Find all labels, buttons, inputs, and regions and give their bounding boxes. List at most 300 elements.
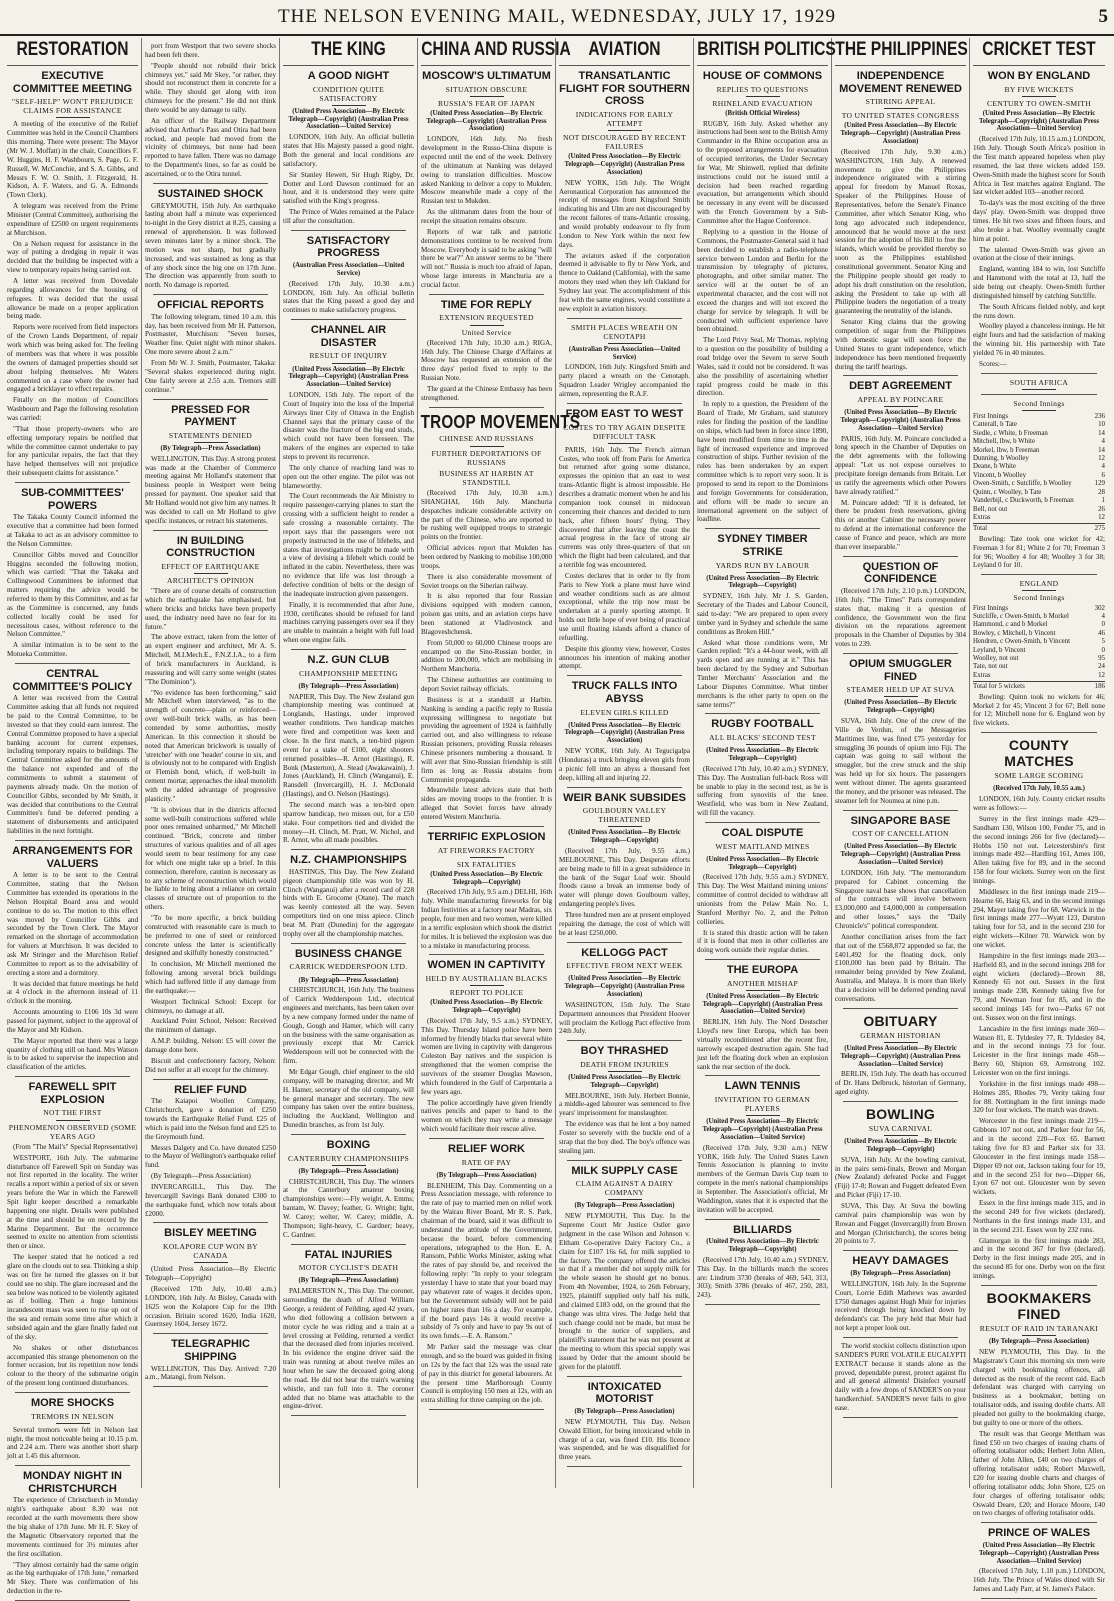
article — [7, 487, 138, 659]
article — [697, 533, 828, 709]
article-paragraph: (Received 17th July, 9.5 a.m.) SYDNEY, This Day. Thursday Island police have been informed by friendly blacks that several white women are living in captivity with dangerous Coleston Bay natives and the suspicion is strengthened that the women comprise the survivors of the steamer Douglas Mawson, which foundered in the Gulf of Carpentaria a few years ago. — [421, 1016, 552, 1096]
article — [559, 323, 690, 399]
article-paragraph: No shakes or other disturbances accompanied this strange phenomenon on the former occasion, but its repetition now lends colour to the theory of the submarine origin of the present long continued disturbances. — [7, 1343, 138, 1388]
article-separator — [843, 1417, 958, 1418]
article-separator — [981, 732, 1097, 733]
article-paragraph: A.M.P. building, Nelson: £5 will cover the damage done here. — [145, 1037, 276, 1055]
subheading: "SELF-HELP" WON'T PREJUDICE CLAIMS FOR ASSISTANCE — [11, 97, 134, 116]
headline: INDEPENDENCE MOVEMENT RENEWED — [839, 69, 962, 95]
article-paragraph: (Received 17th July, 9.5 a.m.) DELHI, 16th July. While manufacturing fireworks for big Indian festivities at a factory near Madras, six people, four men and two women, were killed in a terrific explosion which shook the district for miles. It is believed the explosion was due to a mistake in manufacturing process. — [421, 888, 552, 950]
article-paragraph: It is also reported that four Russian divisions equipped with modern cannon, poison gas units, and an aviation corps have been stationed at Vladivostock and Blagoveshchensk. — [421, 592, 552, 636]
article — [421, 959, 552, 1134]
sub-rule — [1022, 410, 1056, 411]
runs: 10 — [1098, 421, 1105, 429]
article-paragraph: WESTPORT, 16th July. The submarine disturbance off Farewell Spit on Sunday was not first reported in the locality. The writer recalls a report within a period of six or seven years before the War in which the Farewell Spit light keeper described a remarkable happening one night. Details were published at the time and should be on record by the Marine Department. But the occurrence seemed to excite no attention from scientists then or since. — [7, 1153, 138, 1251]
article — [283, 654, 414, 845]
sub-rule — [56, 1423, 90, 1424]
subheading: ANOTHER MISHAP — [726, 978, 799, 988]
article-paragraph: (From "The Mail's" Special Representative) — [13, 1142, 138, 1151]
article-paragraph: (Received 17th July, 9.55 a.m.) SYDNEY, This Day. The West Maitland mining unions' committee of control decided to withdraw all unionists from the Pelaw Main No. 1, Stanford Merthyr No. 2, and the Pelton collieries. — [697, 873, 828, 926]
headline: COAL DISPUTE — [721, 827, 804, 839]
article-paragraph: PALMERSTON N., This Day. The coroner, surrounding the death of Alfred William George, a resident of Feilding, aged 42 years, who died following a collision between a motor cycle he was riding and a train at a level crossing at Feilding, returned a verdict that the deceased died from injuries received. In his evidence the engine driver said the train was running at about twelve miles an hour when he saw the deceased going along the road. He did not hear the train's warning whistle, and ran full into it. The coroner added that no blame was attachable to the engine-driver. — [283, 1287, 414, 1411]
page-number: 5 — [1098, 6, 1108, 27]
runs: 28 — [1098, 488, 1105, 496]
score-row — [973, 472, 1105, 480]
article-paragraph: It is stated this drastic action will be taken if it is found that men in other collieries are doing work outside their regular duties. — [697, 928, 828, 955]
headline: PRESSED FOR PAYMENT — [171, 403, 250, 429]
news-column — [970, 38, 1108, 1594]
article-paragraph: "That those property-owners who are effecting temporary repairs be notified that while the committee cannot undertake to pay for any particular repairs, the fact that they have helped themselves will not prejudice their subsequent claims for assistance." — [7, 424, 138, 478]
sub-rule — [746, 744, 780, 745]
article-paragraph: Reports were received from field inspectors of the Crown Lands Department, of repair work which was being asked for. The feeling of members was that where it was possible the owners of damaged properties should set about helping themselves. Mr Waters commented on a case where the owner had engaged a bricklayer to effect repairs. — [7, 323, 138, 394]
article-paragraph: (Received 17th July, 10.40 a.m.) SYDNEY, This Day. In the billiards match the scores are: Lindrum 3730 (breaks of 469, 543, 313, 303); Smith 3786 (breaks of 467, 250, 283, 243). — [697, 1255, 828, 1300]
article-separator — [567, 675, 682, 676]
headline: OBITUARY — [863, 1012, 938, 1029]
article-paragraph: CHRISTCHURCH, 16th July. The business of Carrick Wedderspoon Ltd., electrical engineers and merchants, has been taken over by a new company formed under the name of Gough, Gough and Hamer, which will carry on the business with the same organisation as previously except that Mr Carrick Wedderspoon will not be connected with the firm. — [283, 986, 414, 1066]
article-paragraph: The world stockist collects distinction upon SANDER'S PURE VOLATILE EUCALYPTI EXTRACT because it stands alone as the proved, dependable purest, protect against flu and all general ailments! Disinfect yourself daily with a few drops of SANDER'S on your handkerchief. SANDER'S never fails to give ease. — [835, 1341, 966, 1412]
subheading: MOTOR CYCLIST'S DEATH — [298, 1263, 399, 1273]
subheading: INDICATIONS FOR EARLY ATTEMPT — [575, 109, 674, 128]
subheading: YARDS RUN BY LABOUR — [715, 560, 810, 570]
source-credit: (Australian Press Association—United Service) — [292, 262, 405, 277]
article-paragraph: Mr Parker said the message was clear enough, and so the board was guided in fixing on 12s by the fact that 12s was the usual rate of pay in this district for general labourers. At the present time Marlborough County Council is employing 150 men at 12s, with an extra shilling for three camping on the job. — [421, 1343, 553, 1405]
article — [835, 815, 966, 1004]
article-paragraph: The aviators asked if the corporation deemed it advisable to fly to New York, and thence to Oakland (California), with the same motors they used when they left Oakland for Sydney last year. The accomplishment of this feat with the same engines, would constitute a new exploit in aviation history. — [559, 251, 690, 313]
article-separator — [567, 1466, 682, 1467]
headline: RELIEF WORK — [448, 1143, 525, 1156]
article-paragraph: BERLIN, 16th July. The Nord Deutscher Lloyd's new liner Europa, which has been virtually reconditioned after the recent fire, narrowly escaped destruction again. She had just left the floating dock when an explosion sank the rear section of the dock. — [697, 1018, 828, 1071]
article-paragraph: "There are of course details of construction which the earthquake has emphasised, but where bricks and bricks have been properly used, the industry need have no fear for its future." — [145, 587, 276, 631]
article — [973, 1290, 1105, 1518]
article-paragraph: INVERCARGILL, This Day. The Invercargill Savings Bank donated £300 to the earthquake fund, which now totals about £2000. — [145, 1183, 276, 1218]
article-separator — [705, 1219, 820, 1220]
news-column — [4, 38, 142, 1596]
headline: MONDAY NIGHT IN CHRISTCHURCH — [22, 1470, 122, 1495]
article-paragraph: Mr Edgar Gough, chief engineer to the old company, will be managing director, and Mr H. Hamer, secretary of the old company, will be general manager and secretary. The new company has taken over the entire business, including the Auckland, Wellington and Dunedin branches, as from 1st July. — [283, 1068, 414, 1130]
subheading: RESULT OF INQUIRY — [309, 351, 388, 361]
headline: IN BUILDING CONSTRUCTION — [166, 534, 255, 560]
headline: SINGAPORE BASE — [850, 814, 951, 827]
article-separator — [843, 556, 958, 557]
banner-rule — [973, 65, 1105, 66]
article-paragraph: Several tremors were felt in Nelson last night, the most noticeable being at 10.15 p.m. and 2.24 a.m. There was another short sharp jolt at 1.45 this afternoon. — [7, 1425, 138, 1461]
article-paragraph: LONDON, 16th July. An official bulletin states that His Majesty passed a good night. Both the general and local conditions are satisfactory. — [283, 133, 414, 168]
subheading: SITUATION OBSCURE — [445, 84, 528, 94]
article-separator — [153, 1333, 268, 1334]
banner-rule — [7, 65, 138, 66]
article-separator — [15, 1465, 130, 1466]
source-credit: (United Press Association—By Electric Telegraph—Copyright) — [568, 829, 681, 845]
article-separator — [567, 1040, 682, 1041]
article-paragraph: Middlesex in the first innings made 219—Hearne 66, Haig 63, and in the second innings 294, Mayer taking five for 68. Warwick in the first innings made 277—Wyatt 123, Durston taking four for 53, and in the second 230 for eight wickets—Kilner 70. Warwick won by one wicket. — [973, 887, 1105, 950]
article-paragraph: port from Westport that two severe shocks had been felt there. — [145, 42, 276, 59]
article-separator — [567, 318, 682, 319]
article-paragraph: Senator King claims that the growing competition of sugar from the Philippines with domestic sugar will soon force the United States to grant independence, which independence has been mentioned frequently during the tariff hearings. — [835, 318, 966, 371]
article-separator — [15, 482, 130, 483]
article-paragraph: From Mr W. J. Smith, Postmaster, Takaka: "Several shakes experienced during night. One fairly severe at 2.55 a.m. Tremors still continue." — [145, 359, 276, 394]
article-paragraph: (United Press Association—By Electric Telegraph—Copyright) — [145, 1265, 276, 1283]
score-total — [973, 681, 1105, 691]
runs: 302 — [1094, 604, 1105, 612]
banner-rule — [697, 65, 828, 66]
news-column — [556, 38, 694, 1488]
article-paragraph: NEW YORK, 15th July. The Wright Aeronautical Corporation has announced the receipt of messages from Kingsford Smith indicating his and Ulm are not discouraged by the recent failures of trans-Atlantic crossing, and would probably endeavour to fly from London to New York within the next few days. — [559, 178, 691, 249]
article — [835, 561, 966, 649]
news-column — [142, 38, 280, 1488]
score-row — [973, 463, 1105, 471]
headline: OPIUM SMUGGLER FINED — [849, 658, 952, 683]
column-banner: CRICKET TEST — [982, 39, 1096, 60]
article-paragraph: (Received 17th July, 10.15 a.m.) LONDON, 16th July. Though South Africa's position in the Test match appeared hopeless when play resumed, the last three wickets added 159. Owen-Smith made the highest score for South Africa in Test matches against England. The last wicket added 103—another record. — [973, 135, 1105, 197]
article-paragraph: A similar intimation is to be sent to the Motueka Committee. — [7, 641, 138, 659]
sub-rule — [194, 442, 228, 443]
article-paragraph: SUVA, 16th July. At the bowling carnival, in the pairs semi-finals, Brown and Morgan (New Zealand) defeated Pocke and Fugget (Fiji) 17-8; Rowan and Fuggett defeated Even and Picket (Fiji) 17-10. — [835, 1155, 966, 1200]
batsman: Hammond, c and b Morkel — [973, 621, 1048, 629]
article-paragraph: Three hundred men are at present employed repairing the damage, the cost of which will be at least £250,000. — [559, 911, 690, 937]
sub-rule — [332, 974, 366, 975]
subheading: KOLAPORE CUP WON BY CANADA — [163, 1242, 258, 1261]
total-label: Total — [973, 525, 988, 533]
source-credit: (United Press Association—By Electric Telegraph—Copyright) (Australian Press Association—United Service) — [702, 992, 823, 1016]
article-paragraph: PARIS, 16th July. The French airman Costes, who took off from Paris for America but returned after going some distance, expresses the opinion that an east to west trans-Atlantic flight is almost impossible. He describes a dramatic moment when he and his companion took counsel in midocean concerning their chances and decided to turn back, after fifteen hours' flying. They discovered that after leaving the coast the actual progress in the face of strong air currents was only three-quarters of that on which the flight had been calculated, and that a terrible fog was encountered. — [559, 445, 690, 569]
article-paragraph: (Received 17th July, 10.30 a.m.) RIGA, 16th July. The Chinese Charge d'Affaires at Moscow has requested an extension of the three days' period fixed to reply to the Russian Note. — [421, 338, 552, 383]
banner-rule — [283, 65, 414, 66]
headline: BOY THRASHED — [580, 1045, 669, 1058]
sub-rule — [194, 573, 228, 574]
article-separator — [981, 1598, 1097, 1599]
subheading: STEAMER HELD UP AT SUVA — [846, 685, 955, 695]
sub-rule — [608, 343, 642, 344]
subheading: NOT DISCOURAGED BY RECENT FAILURES — [563, 133, 686, 152]
masthead-title: THE NELSON EVENING MAIL, WEDNESDAY, JULY 17, 1929 — [278, 6, 836, 27]
column-banner: BRITISH POLITICS — [697, 39, 836, 60]
subheading: Second Innings — [1013, 398, 1065, 408]
subheading: SIX FATALITIES — [456, 859, 517, 869]
headline: N.Z. CHAMPIONSHIPS — [290, 854, 407, 867]
subheading: REPLIES TO QUESTIONS — [716, 84, 809, 94]
score-row — [973, 447, 1105, 455]
headline: OFFICIAL REPORTS — [157, 299, 264, 312]
source-credit: (Australian Press Association—United Service) — [568, 345, 681, 361]
article-paragraph: The Prince of Wales remained at the Palace till after the consultation. — [283, 208, 414, 225]
article-paragraph: Asked what those conditions were, Mr Garden replied: "It's a 44-hour week, with all yards open and are running at it." This has been declared by the Sydney and Suburban Timber Merchants' Association and the Labour Disputes Committee. What timber merchants is the other party to open on the same terms?" — [697, 638, 828, 709]
article-separator — [981, 574, 1097, 575]
subheading: HELD BY AUSTRALIAN BLACKS — [425, 974, 548, 984]
source-credit: (United Press Association—By Electric Telegraph—Copyright) (Australian Press Association—United Service) — [978, 1541, 1100, 1565]
article-paragraph: Finally on the motion of Councillors Washbourn and Page the following resolution was carried: — [7, 396, 138, 422]
article-separator — [153, 294, 268, 295]
article-paragraph: The talented Owen-Smith was given an ovation at the close of their innings. — [973, 245, 1105, 263]
article-separator — [291, 1134, 406, 1135]
article-paragraph: M. Poincare added: "If it is defeated, let there be prudent fresh reservations, giving this or another Cabinet the necessary power to defend at the international conference the cause of France and peace, which are more than ever inseparable." — [835, 498, 966, 551]
article — [835, 70, 966, 371]
headline: N.Z. GUN CLUB — [307, 654, 390, 667]
batsman: Morkel, lbw, b Freeman — [973, 446, 1040, 454]
subheading: APPEAL BY POINCARE — [857, 395, 944, 404]
sub-rule — [470, 1169, 504, 1170]
sub-rule — [1022, 96, 1056, 97]
headline: CHANNEL AIR DISASTER — [310, 324, 387, 349]
article-separator — [705, 1075, 820, 1076]
article — [420, 411, 581, 822]
article-paragraph: LONDON, 16th July. "The memorandum prepared for Cabinet concerning the Singapore naval base shows that cancellation of the contracts will involve between £3,000,000 and £4,000,000 in compensation and other losses," says the "Daily Chronicle's" political correspondent. — [835, 868, 966, 930]
article-separator — [705, 713, 820, 714]
article-paragraph: The only chance of reaching land was to open out the other engine. The pilot was not blameworthy. — [283, 463, 414, 490]
article-separator — [843, 1250, 958, 1251]
article-paragraph: (Received 17th July, 1.10 p.m.) LONDON, 16th July. The Prince of Wales dined with Sir James and Lady Parr, at St. James's Palace. — [973, 1567, 1105, 1594]
source-credit: (United Press Association—By Electric Telegraph—Copyright) (Australian Press Association) — [426, 109, 547, 133]
source-credit: (United Press Association—By Electric Telegraph—Copyright) (Australian Press Association—United Service) — [288, 107, 409, 131]
headline: BISLEY MEETING — [164, 1227, 257, 1240]
subheading: FURTHER DEPORTATIONS OF RUSSIANS — [431, 448, 542, 467]
article — [421, 831, 552, 951]
sub-rule — [746, 572, 780, 573]
subheading: EFFECTIVE FROM NEXT WEEK — [566, 961, 683, 971]
article — [283, 948, 414, 1130]
article — [421, 299, 552, 403]
batsman: Sutcliffe, c Owen-Smith, b Morkel — [973, 612, 1069, 620]
article-paragraph: The police accordingly have given friendly natives pencils and paper to hand to the women on which they may write a message which would facilitate their rescue alive. — [421, 1098, 552, 1134]
article-separator — [843, 653, 958, 654]
sub-rule — [470, 96, 504, 97]
article-separator — [981, 373, 1097, 374]
article-separator — [153, 183, 268, 184]
article — [697, 718, 828, 818]
headline: TRANSATLANTIC FLIGHT FOR SOUTHERN CROSS — [559, 69, 690, 108]
sub-rule — [1022, 590, 1056, 591]
source-credit: (By Telegraph—Press Association) — [436, 1171, 537, 1179]
batsman: Deane, b White — [973, 463, 1016, 471]
source-credit: (By Telegraph—Press Association) — [574, 1408, 675, 1416]
article — [559, 792, 690, 938]
headline: RUGBY FOOTBALL — [711, 718, 814, 731]
article-separator — [567, 403, 682, 404]
article-paragraph: There is also considerable movement of Soviet troops on the Siberian railway. — [421, 572, 552, 590]
source-credit: (By Telegraph—Press Association) — [298, 1167, 399, 1175]
source-credit: (By Telegraph—Press Association) — [160, 444, 261, 452]
sub-rule — [194, 1262, 228, 1263]
headline: HOUSE OF COMMONS — [702, 69, 823, 82]
article-paragraph: WELLINGTON, This Day. Arrived: 7.20 a.m., Matangi, from Nelson. — [145, 1364, 276, 1382]
headline: HEAVY DAMAGES — [852, 1255, 949, 1268]
article — [145, 188, 276, 290]
subheading: CANTERBURY CHAMPIONSHIPS — [287, 1153, 410, 1163]
article-paragraph: A letter was received from the Central Committee asking that all funds not required be paid to the Central Committee, to be invested so that they could earn interest. The Central Committee proposed to have a special banking account for current expenses, including temporary repairs to buildings. The Central Committee asked for the amounts of the balance not expended and of the commitments to submit a statement of payments already made. On the motion of Councillor Gibbs, seconded by Mr Smith, it was decided that contributions to the Central Committee's fund be deferred pending a statement of disbursements and anticipated liabilities in the next fortnight. — [7, 694, 138, 836]
subheading: COSTES TO TRY AGAIN DESPITE DIFFICULT TASK — [563, 422, 686, 441]
article-paragraph: Finally, it is recommended that after June, 1930, certificates should be refused for land machines carrying passengers over sea if they are unable to maintain a height with full load when one engine fails. — [283, 600, 414, 645]
article — [559, 1165, 690, 1372]
article-separator — [153, 1079, 268, 1080]
article-paragraph: A meeting of the executive of the Relief Committee was held in the Council Chambers this morning. There were present: The Mayor (Mr W. J. Moffatt) in the chair, Councillors F. W. Huggins, H. F. Washbourn, S. Page, G. F. Russell, W. McConchie, and S. A. Gibbs, and Messrs F. W. O. Smith, J. Fitzgerald, H. Kidson, A. F. Waters, and G. A. Edmonds (Town Clerk). — [7, 120, 138, 200]
headline: TIME FOR REPLY — [440, 298, 533, 311]
batsman: Siedle, c White, b Freeman — [973, 429, 1048, 437]
score-table — [973, 413, 1105, 534]
article-paragraph: A letter was received from Dovedale regarding allowances for the housing of refugees. It was decided that the usual allowance be made on a proper application being made. — [7, 277, 138, 321]
article-paragraph: GREYMOUTH, 15th July. An earthquake lasting about half a minute was experienced to-night in the Grey district at 8.25, causing a renewal of apprehension. It was followed seven minutes later by a minor shock. The motion was not sharp, but gradually increased, and was sustained as long as that of any shock since the big one on 17th June. The direction was apparently from south to north. No damage is reported. — [145, 201, 276, 290]
subheading: CHAMPIONSHIP MEETING — [299, 668, 398, 678]
batsman: First Innings — [973, 412, 1009, 420]
article-separator — [15, 663, 130, 664]
source-credit: (United Press Association—By Electric Telegraph—Copyright) — [844, 1138, 957, 1153]
article-paragraph: The result was that George Mettham was fined £50 on two charges of issuing charts of offering totalisator odds; Herbert John Allen, father of John Allen, £40 on two charges of offering totalisator odds; Robert Maxwell, £20 for issuing double charts and charges of offering totalisator odds; John Shore, £25 on four charges of offering totalisator odds; Oswald Deare, £20; and Horace Moore, £40 on two charges of offering totalisator odds. — [973, 1429, 1105, 1518]
article-separator — [153, 530, 268, 531]
batsman: Bowley, c Mitchell, b Vincent — [973, 629, 1056, 637]
headline: COUNTY MATCHES — [1004, 737, 1074, 770]
sub-rule — [470, 857, 504, 858]
score-row — [973, 413, 1105, 421]
article-paragraph: (Received 17th July, 9.55 a.m.) MELBOURNE, This Day. Desperate efforts are being made to fill in a great subsidence in the bank of the Sugar Loaf weir. Should floods cause a break an immense body of water will plunge down Goulbourn valley, endangering people's lives. — [559, 847, 690, 909]
article-paragraph: The Lord Privy Seal, Mr Thomas, replying to a question on the possibility of building a road bridge over the Severn to serve South Wales, said it could not be considered. It was also the possibility of ascertaining whether rapid progress could be made in this direction. — [697, 336, 828, 398]
article — [7, 845, 138, 1072]
subheading: RATE OF PAY — [461, 1157, 512, 1167]
article — [421, 1143, 552, 1405]
article-paragraph: The Mayor reported that there was a large quantity of clothing still on hand. Mrs Watson is to be asked to supervise the inspection and classification of the articles. — [7, 1036, 138, 1072]
headline: CENTRAL COMMITTEE'S POLICY — [12, 667, 133, 693]
article-paragraph: Hampshire in the first innings made 203—Harfield 83, and in the second innings 208 for eight wickets (declared)—Brown 88, Kennedy 65 not out. Sussex in the first innings made 238, Kennedy taking five for 79, and Newman four for 85, and in the second innings 145 for two—Parks 67 not out. Sussex won on the first innings. — [973, 951, 1105, 1022]
batsman: Owen-Smith, c Sutcliffe, b Woolley — [973, 480, 1072, 488]
headline: WON BY ENGLAND — [987, 69, 1091, 82]
score-row — [973, 506, 1105, 514]
article — [559, 408, 690, 671]
sub-rule — [608, 130, 642, 131]
sub-rule — [1022, 389, 1056, 390]
score-row — [973, 489, 1105, 497]
score-row — [973, 638, 1105, 646]
article-paragraph: "It is obvious that in the districts affected some well-built constructions suffered while poor ones remained unharmed," Mr Mitchell continued. "Brick, concrete and timber structures of various qualities and of all ages would seem to bear testimony for any case for which one might take up a brief. In this connection, therefore, caution is necessary as to any scheme of reconstruction which would be liable to bring about a reliance on certain classes of structure out of proportion to the others. — [145, 805, 276, 912]
article-paragraph: Costes declares that in order to fly from Paris to New York a plane must have wind and weather conditions such as are almost exceptional, while the trip now must be undertaken at a purely sporting attempt. It holds out little hope of ever being of practical use until floating islands afford a chance of refuelling. — [559, 571, 690, 642]
headline: SUB-COMMITTEES' POWERS — [21, 486, 124, 512]
article-separator — [291, 319, 406, 320]
article-paragraph: SUVA, This Day. At Suva the bowling carnival pairs championship was won by Rowan and Fugget (Invercargill) from Brown and Morgan (Christchurch), the scores being 20 points to 7. — [835, 1202, 966, 1246]
article — [145, 404, 276, 526]
headline: MORE SHOCKS — [30, 1397, 115, 1410]
article-separator — [153, 1222, 268, 1223]
runs: 14 — [1098, 446, 1105, 454]
article-paragraph: The Chinese authorities are continuing to deport Soviet railway officials. — [421, 676, 552, 693]
sub-rule — [332, 1274, 366, 1275]
column-banner: AVIATION — [588, 39, 661, 60]
article-paragraph: The Court recommends the Air Ministry to require passenger-carrying planes to start the crossing with a sufficient height to render a safe crossing a reasonable certainty. The report says that the passengers were not properly instructed in the use of lifebelts, and states that investigations might be made with a view of devising a lifebelt which could be inflated in the cabin. Nevertheless, there was no evidence that life was lost through a defective condition of belts or the design of the inadequate instruction given passengers. — [283, 492, 414, 598]
source-credit: (United Press Association—By Electric Telegraph—Copyright) (Australian Press Association—United Service) — [978, 109, 1100, 133]
score-table — [973, 605, 1105, 692]
article-separator — [15, 1076, 130, 1077]
runs: 24 — [1098, 663, 1105, 671]
subheading: SOME LARGE SCORING — [994, 771, 1084, 781]
article-paragraph: Scores:— — [979, 359, 1007, 368]
article-paragraph: As the ultimatum dates from the hour of receipt the situation remains obscure. — [421, 208, 552, 225]
article-separator — [567, 1160, 682, 1161]
article — [697, 70, 828, 524]
article-separator — [843, 375, 958, 376]
article-paragraph: Surrey in the first innings made 429—Sandham 130, Wilson 100, Fender 75, and in the second innings 266 for five (declared)—Hobbs 150 not out. Leicestershire's first innings made 492—Hardling 161, Ames 100, Allen taking five for 89, and in the second 158 for four wickets. Surrey won on the first innings. — [973, 814, 1105, 885]
article-paragraph: NEW PLYMOUTH, This Day. In the Magistrate's Court this morning six men were charged with bookmaking offences, all detected as the result of the recent raid. Each defendant was charged with carrying on business as a bookmaker, betting on totalisator odds, and issuing double charts. All pleaded not guilty to the bookmaking charge, but guilty to one or more of the others. — [973, 1347, 1105, 1427]
sub-rule — [746, 1115, 780, 1116]
article — [7, 1470, 138, 1596]
article-paragraph: The second match was a ten-bird open sparrow handicap, two misses out, for a £50 stake. Four competitors tied and divided the money—H. Clinch, M. Pratt, W. Nichol, and R. Arnot, who all made possibles. — [283, 800, 414, 845]
score-row — [973, 621, 1105, 629]
article-paragraph: Replying to a question in the House of Commons, the Postmaster-General said it had been decided to establish a radio-telephone service between London and Berlin for the transmission by telegraphy of pictures, photographs, and other similar matter. The service will at the outset be of an experimental character, and the cost will not exceed the charges and will not exceed the charge for service by telegraph. It will be conducted with sufficient experience have been obtained. — [697, 227, 828, 334]
article-separator — [429, 826, 544, 827]
sub-rule — [608, 1199, 642, 1200]
sub-rule — [332, 105, 366, 106]
source-credit: (United Press Association—By Electric Telegraph—Copyright) (Australian Press Association—United Service) — [840, 843, 961, 866]
sub-rule — [332, 680, 366, 681]
source-credit: (United Press Association—By Electric Telegraph—Copyright) (Australian Press Association) — [840, 122, 961, 146]
sub-rule — [746, 96, 780, 97]
batsman: Vincent, b Woolley — [973, 471, 1027, 479]
runs: 4 — [1101, 612, 1105, 620]
subheading: STATEMENTS DENIED — [168, 430, 253, 440]
subheading: EFFECT OF EARTHQUAKE — [161, 561, 260, 571]
article-paragraph: BLENHEIM, This Day. Commenting on a Press Association message, with reference to the rate of pay to married men on relief work by the Wairau River Board, Mr R. S. Park, chairman of the board, said it was difficult to understand the attitude of the Government, because the board, before commencing operations, telegraphed to the Hon. E. A. Ransom, Public Works Minister, asking what the rates of pay should be, and received the following reply: "In reply to your telegram yesterday I have to state that your board may pay whatever rate of wages it decides upon, but the Government subsidy will not be paid on higher rates than 16s a day. For example, if the board pays 14s it would receive a subsidy of 7s only and have to pay 9s out of its own funds.—E. A. Ransom." — [421, 1181, 552, 1341]
subheading: AT FIREWORKS FACTORY — [437, 845, 536, 855]
article-paragraph: "To be more specific, a brick building constructed with reasonable care is much to be preferred to one of steel or reinforced concrete unless the latter is scientifically designed and skilfully honestly constructed." — [145, 914, 276, 958]
article-paragraph: Another conciliation arises from the fact that out of the £568,872 appended so far, the £401,492 for the floating dock, only £100,000 has been paid by Britain. The remainder being provided by New Zealand, Australia, and Malaya. It is more than likely that a decision will be deferred pending naval conversations. — [835, 932, 966, 1003]
subheading: United Service — [461, 327, 512, 337]
runs: 14 — [1098, 429, 1105, 437]
source-credit: (British Official Wireless) — [725, 109, 800, 117]
article-paragraph: Meanwhile latest advices state that both sides are moving troops to the frontier. It is alleged that Soviet forces have already entered Western Manchuria. — [421, 786, 552, 822]
headline: BOXING — [326, 1139, 371, 1152]
article-paragraph: Official advices report that Mukden has been ordered by Nanking to mobilise 100,000 troops. — [421, 544, 552, 570]
article-paragraph: Lancashire in the first innings made 360—Watson 81, E. Tyldesley 77, R. Tyldesley 84, and in the second innings 73 for four. Leicester in the first innings made 458—Berry 60, Shipton 69, Armstrong 102. Leicester won on the first innings. — [973, 1024, 1105, 1078]
source-credit: (United Press Association—By Electric Telegraph—Copyright) (Australian Press Association—United Service) — [702, 1118, 823, 1141]
source-credit: (United Press Association—By Electric Telegraph—Copyright) (Australian Press Association) — [564, 975, 685, 998]
article — [697, 964, 828, 1071]
runs: 236 — [1094, 412, 1105, 420]
sub-rule — [608, 1071, 642, 1072]
headline: RELIEF FUND — [174, 1083, 247, 1096]
sub-rule — [746, 853, 780, 854]
headline: FATAL INJURIES — [304, 1248, 393, 1261]
article-paragraph: NEW PLYMOUTH, This Day. Nelson Oswald Elliott, for being intoxicated while in charge of a car, was fined £10. His licence was suspended, and he was disqualified for three years. — [559, 1417, 690, 1462]
article-paragraph: (Received 17th July, 10.30 a.m.) LONDON, 16th July. An official bulletin states that the King passed a good day and continues to make satisfactory progress. — [283, 279, 414, 315]
source-credit: (United Press Association—By Electric Telegraph—Copyright) — [706, 747, 819, 763]
column-banner: CHINA AND RUSSIA — [421, 39, 571, 60]
runs: 12 — [1098, 671, 1105, 679]
article-paragraph: (By Telegraph—Press Association) — [151, 1172, 251, 1181]
article — [973, 737, 1105, 1281]
article-paragraph: The Takaka County Council informed the executive that a committee had been formed at Takaka to act as an advisory committee to the Nelson Committee. — [7, 513, 138, 548]
article-separator — [291, 1415, 406, 1416]
batsman: Hendren, c Owen-Smith, b Vincent — [973, 638, 1071, 646]
banner-rule — [835, 65, 966, 66]
headline: TROOP MOVEMENTS — [420, 411, 581, 432]
subheading: CONDITION QUITE SATISFACTORY — [312, 84, 385, 103]
article-separator — [843, 1008, 958, 1009]
runs: 6 — [1101, 471, 1105, 479]
article — [7, 1081, 138, 1388]
article — [697, 1224, 828, 1301]
column-banner: THE KING — [311, 39, 386, 60]
source-credit: (By Telegraph—Press Association) — [298, 976, 399, 984]
sub-rule — [56, 117, 90, 118]
article-separator — [429, 407, 544, 408]
article-paragraph: The following telegram, timed 10 a.m. this day, has been received from Mr H. Patterson, Postmaster, Murchison: "Seven horses, Weather fine. Quiet night with minor shakes. One more severe about 2 a.m." — [145, 312, 276, 357]
article-separator — [567, 1376, 682, 1377]
subheading: ALL BLACKS' SECOND TEST — [709, 733, 816, 743]
article-separator — [291, 943, 406, 944]
score-row — [973, 455, 1105, 463]
headline: THE EUROPA — [726, 964, 799, 977]
subheading: ELEVEN GIRLS KILLED — [580, 707, 669, 717]
sub-rule — [56, 1120, 90, 1121]
article-separator — [567, 787, 682, 788]
headline: BUSINESS CHANGE — [295, 947, 402, 960]
subheading: ARCHITECT'S OPINION — [166, 575, 254, 585]
article-separator — [981, 1285, 1097, 1286]
headline: TELEGRAPHIC SHIPPING — [171, 1338, 250, 1363]
